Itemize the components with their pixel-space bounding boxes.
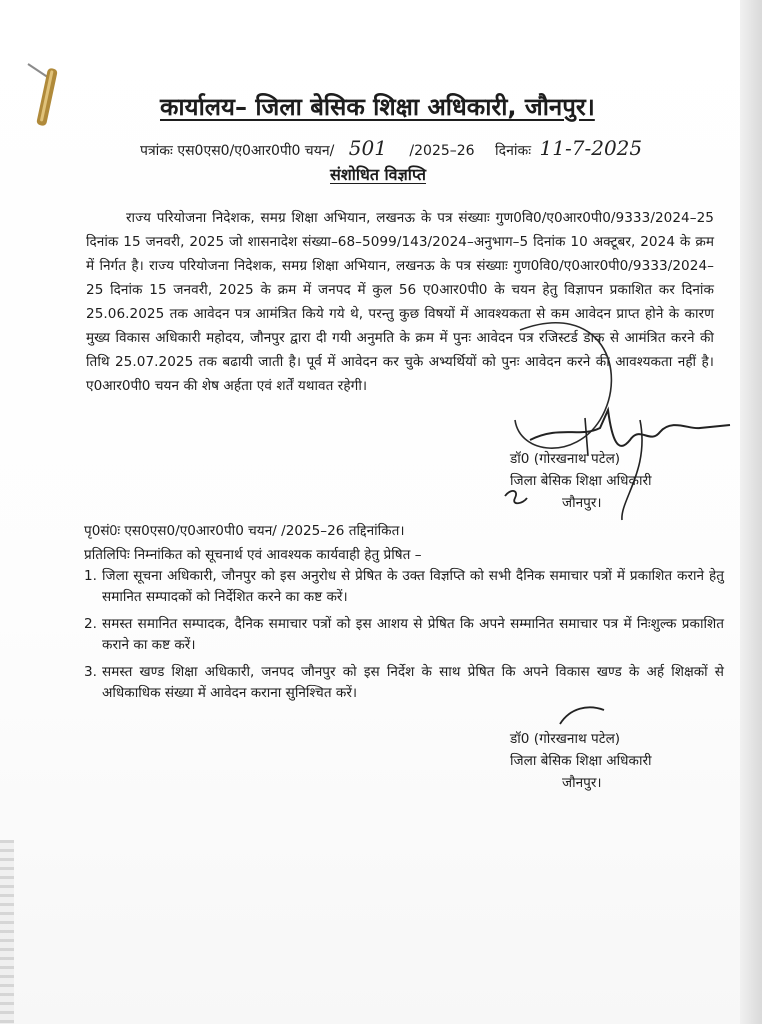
copy-intro: प्रतिलिपिः निम्नांकित को सूचनार्थ एवं आवश्यक कार्यवाही हेतु प्रेषित –	[84, 547, 422, 563]
date-label: दिनांकः	[495, 143, 532, 159]
copy-recipient-list	[84, 566, 724, 710]
notice-paragraph: राज्य परियोजना निदेशक, समग्र शिक्षा अभियान, लखनऊ के पत्र संख्याः गुण0वि0/ए0आर0पी0/9333/2024–25 दिनांक 15 जनवरी, 2025 जो शासनादेश संख्या–68–5099/143/2024–अनुभाग–5 दिनांक 10 अक्टूबर, 2024 के क्रम में निर्गत है। राज्य परियोजना निदेशक, समग्र शिक्षा अभियान, लखनऊ के पत्र संख्याः गुण0वि0/ए0आर0पी0/9333/2024–25 दिनांक 15 जनवरी, 2025 के क्रम में जनपद में कुल 56 ए0आर0पी0 के चयन हेतु विज्ञापन प्रकाशित कर दिनांक 25.06.2025 तक आवेदन पत्र आमंत्रित किये गये थे, परन्तु कुछ विषयों में आवश्यकता से कम आवेदन प्राप्त होने के कारण मुख्य विकास अधिकारी महोदय, जौनपुर द्वारा दी गयी अनुमति के क्रम में पुनः आवेदन पत्र रजिस्टर्ड डाक से आमंत्रित करने की तिथि 25.07.2025 तक बढायी जाती है। पूर्व में आवेदन कर चुके अभ्यर्थियों को पुनः आवेदन करने की आवश्यकता नहीं है। ए0आर0पी0 चयन की शेष अर्हता एवं शर्तें यथावत रहेगी।	[86, 210, 714, 394]
signature-block-1	[510, 448, 652, 514]
list-item-number: 3.	[84, 664, 97, 680]
stacked-pages-edge	[0, 840, 14, 1024]
signatory-place: जौनपुर।	[562, 495, 602, 511]
list-item	[84, 614, 724, 656]
list-item-text: समस्त खण्ड शिक्षा अधिकारी, जनपद जौनपुर को इस निर्देश के साथ प्रेषित कि अपने विकास खण्ड के अर्ह शिक्षकों से अधिकाधिक संख्या में आवेदन कराना सुनिश्चित करें।	[102, 664, 724, 701]
signatory-designation: जिला बेसिक शिक्षा अधिकारी	[510, 753, 652, 769]
paper-clip-icon	[26, 58, 66, 130]
reference-line	[140, 136, 700, 160]
signatory-designation: जिला बेसिक शिक्षा अधिकारी	[510, 473, 652, 489]
subject-title: संशोधित विज्ञप्ति	[330, 165, 427, 184]
reference-number: 501	[348, 136, 387, 160]
list-item	[84, 566, 724, 608]
signatory-place: जौनपुर।	[562, 775, 602, 791]
page-edge-shadow	[740, 0, 762, 1024]
reference-year: /2025–26	[409, 143, 475, 159]
list-item-number: 1.	[84, 568, 97, 584]
list-item-text: जिला सूचना अधिकारी, जौनपुर को इस अनुरोध से प्रेषित के उक्त विज्ञप्ति को सभी दैनिक समाचार पत्रों में प्रकाशित कराने हेतु समानित सम्पादकों को निर्देशित करने का कष्ट करें।	[102, 568, 724, 605]
list-item-text: समस्त समानित सम्पादक, दैनिक समाचार पत्रों को इस आशय से प्रेषित कि अपने सम्मानित समाचार पत्र में निःशुल्क प्रकाशित कराने का कष्ट करें।	[102, 616, 724, 653]
signatory-name: डॉ0 (गोरखनाथ पटेल)	[510, 451, 621, 467]
signature-block-2	[510, 728, 652, 794]
date-value: 11-7-2025	[539, 136, 643, 160]
signatory-name: डॉ0 (गोरखनाथ पटेल)	[510, 731, 621, 747]
copy-reference-line: पृ0सं0ः एस0एस0/ए0आर0पी0 चयन/ /2025–26 तद्दिनांकित।	[84, 523, 405, 539]
reference-prefix: पत्रांकः एस0एस0/ए0आर0पी0 चयन/	[140, 143, 335, 159]
office-heading: कार्यालय– जिला बेसिक शिक्षा अधिकारी, जौनपुर।	[160, 93, 595, 121]
list-item	[84, 662, 724, 704]
list-item-number: 2.	[84, 616, 97, 632]
